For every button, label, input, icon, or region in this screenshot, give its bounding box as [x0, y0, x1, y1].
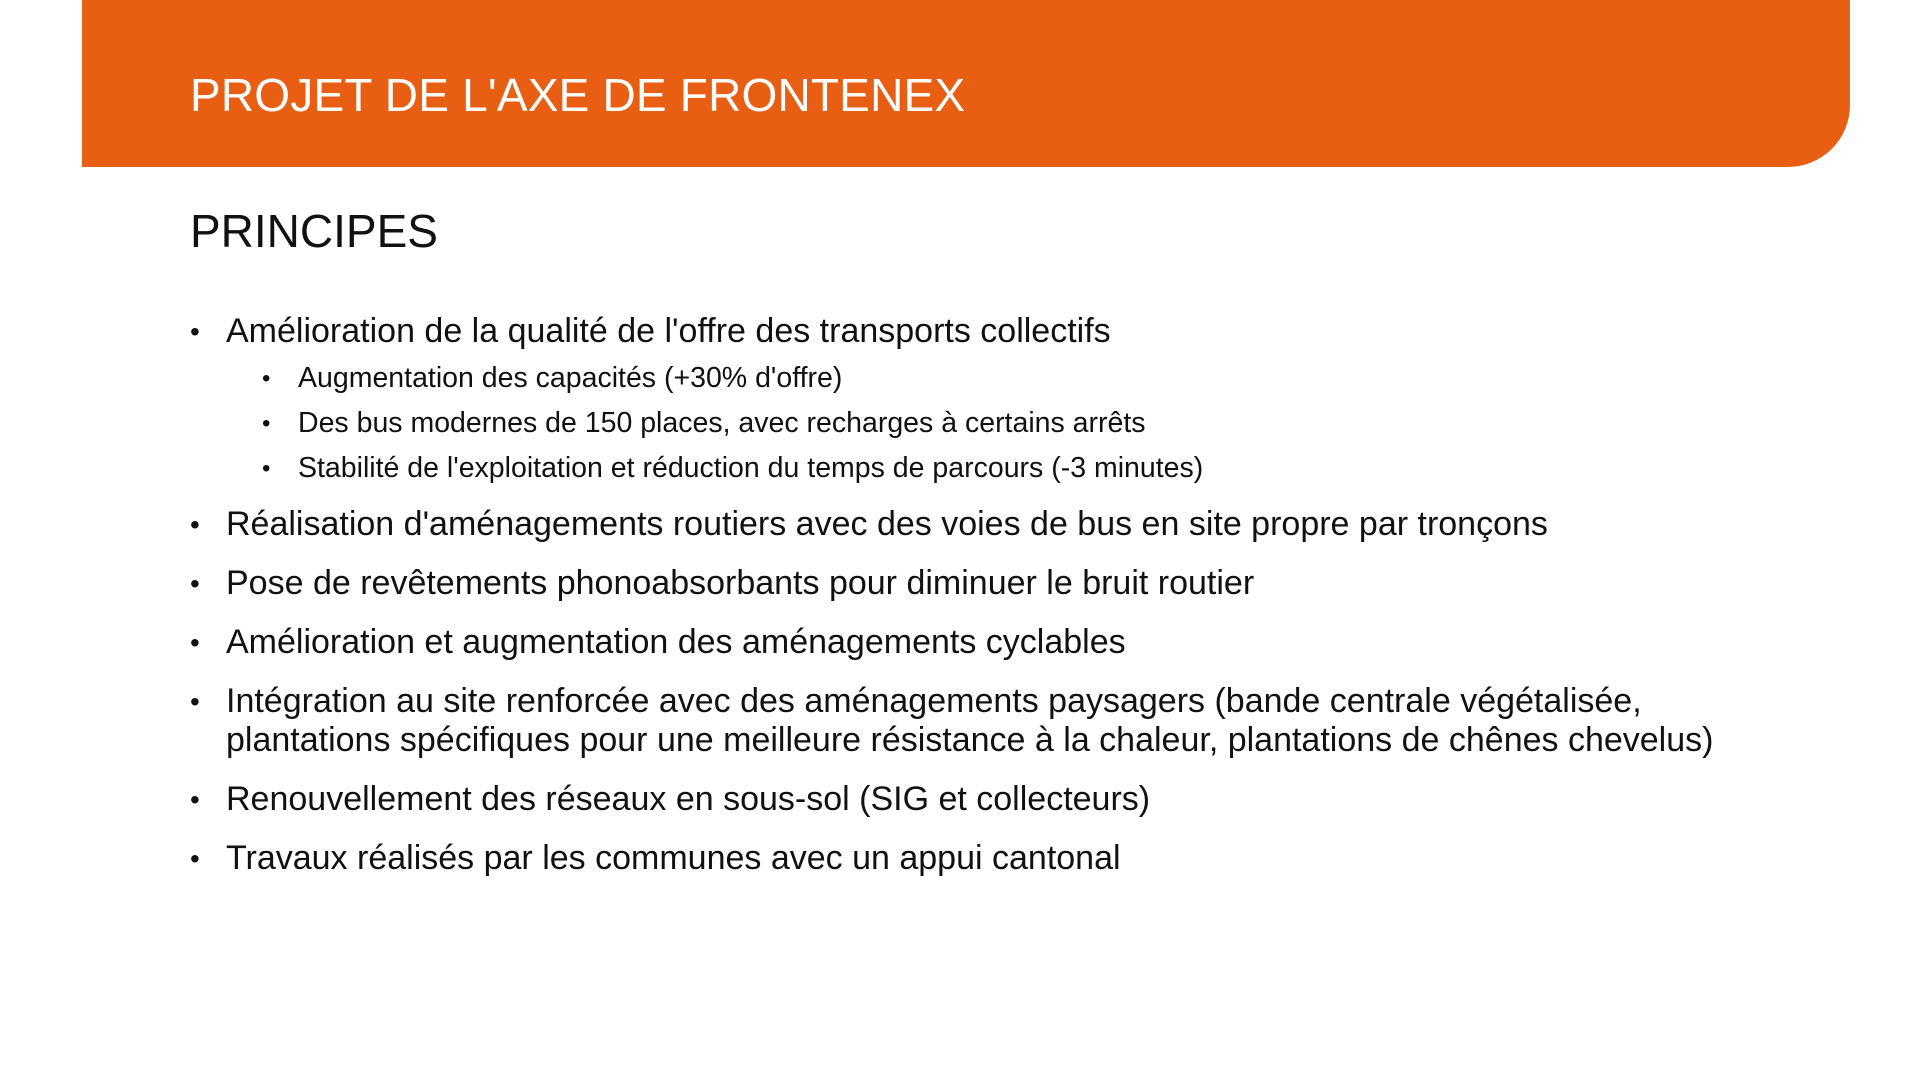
- bullet-item: [190, 312, 1770, 491]
- bullet-item: • Renouvellement des réseaux en sous-sol (SIG et collecteurs): [190, 780, 1770, 819]
- bullet-item: • Travaux réalisés par les communes avec un appui cantonal: [190, 839, 1770, 878]
- bullet-item: • Pose de revêtements phonoabsorbants pour diminuer le bruit routier: [190, 564, 1770, 603]
- bullet-item: • Intégration au site renforcée avec des aménagements paysagers (bande centrale végétalisée, plantations spécifiques pour une meilleure résistance à la chaleur, plantations de chênes chevelus): [190, 682, 1770, 760]
- bullet-item: • Amélioration et augmentation des aménagements cyclables: [190, 623, 1770, 662]
- sub-bullet-item: • Stabilité de l'exploitation et réduction du temps de parcours (-3 minutes): [262, 446, 1770, 491]
- slide-title: PROJET DE L'AXE DE FRONTENEX: [190, 69, 966, 121]
- sub-bullet-item: • Des bus modernes de 150 places, avec recharges à certains arrêts: [262, 401, 1770, 446]
- bullet-text: Amélioration de la qualité de l'offre des transports collectifs: [226, 312, 1111, 350]
- section-title: PRINCIPES: [190, 205, 438, 257]
- bullet-item: • Réalisation d'aménagements routiers avec des voies de bus en site propre par tronçons: [190, 505, 1770, 544]
- sub-bullet-item: • Augmentation des capacités (+30% d'offre): [262, 356, 1770, 401]
- bullet-list: [190, 312, 1770, 898]
- sub-bullet-list: [262, 356, 1770, 491]
